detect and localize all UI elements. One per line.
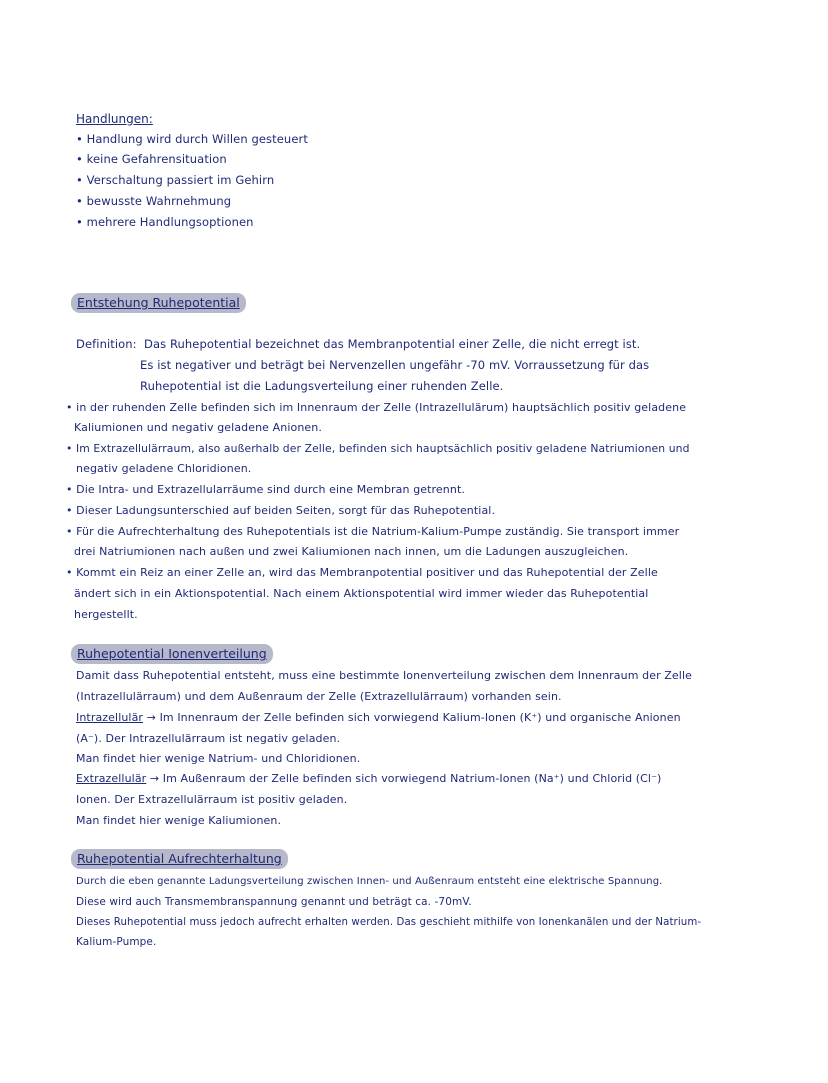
extrazellulaer-line: Man findet hier wenige Kaliumionen.	[76, 814, 282, 827]
ionenverteilung-intro: Damit dass Ruhepotential entsteht, muss eine bestimmte Ionenverteilung zwischen dem Innenraum der Zelle	[76, 669, 692, 682]
entstehung-bullet: • Dieser Ladungsunterschied auf beiden Seiten, sorgt für das Ruhepotential.	[66, 504, 496, 517]
extrazellulaer-line	[76, 771, 661, 786]
entstehung-bullet: hergestellt.	[74, 608, 138, 621]
intrazellulaer-line	[76, 710, 681, 725]
extrazellulaer-line: Ionen. Der Extrazellulärraum ist positiv geladen.	[76, 793, 348, 806]
intrazellulaer-label: Intrazellulär	[76, 711, 144, 724]
definition-line: Es ist negativer und beträgt bei Nervenzellen ungefähr -70 mV. Vorraussetzung für das	[140, 358, 650, 372]
handlungen-item: • Handlung wird durch Willen gesteuert	[76, 132, 308, 146]
definition-label: Definition:	[76, 337, 137, 351]
extrazellulaer-text: → Im Außenraum der Zelle befinden sich vorwiegend Natrium-Ionen (Na⁺) und Chlorid (Cl⁻)	[149, 772, 662, 785]
handlungen-item: • keine Gefahrensituation	[76, 152, 227, 166]
aufrechterhaltung-heading: Ruhepotential Aufrechterhaltung	[71, 849, 288, 869]
aufrechterhaltung-line: Diese wird auch Transmembranspannung genannt und beträgt ca. -70mV.	[76, 896, 472, 908]
entstehung-bullet: ändert sich in ein Aktionspotential. Nach einem Aktionspotential wird immer wieder das Ruhepotential	[74, 587, 649, 600]
handlungen-heading: Handlungen:	[76, 112, 153, 126]
handlungen-item: • mehrere Handlungsoptionen	[76, 215, 254, 229]
entstehung-bullet: Kaliumionen und negativ geladene Anionen.	[74, 421, 322, 434]
intrazellulaer-line: Man findet hier wenige Natrium- und Chloridionen.	[76, 752, 361, 765]
aufrechterhaltung-line: Dieses Ruhepotential muss jedoch aufrecht erhalten werden. Das geschieht mithilfe von Ionenkanälen und der Natrium-	[76, 917, 702, 928]
entstehung-bullet: • Im Extrazellulärraum, also außerhalb der Zelle, befinden sich hauptsächlich positiv geladene Natriumionen und	[66, 442, 690, 455]
handlungen-item: • bewusste Wahrnehmung	[76, 194, 232, 208]
entstehung-bullet: • in der ruhenden Zelle befinden sich im Innenraum der Zelle (Intrazellulärum) hauptsächlich positiv geladene	[66, 401, 687, 414]
entstehung-bullet: • Die Intra- und Extrazellularräume sind durch eine Membran getrennt.	[66, 483, 465, 496]
entstehung-heading: Entstehung Ruhepotential	[71, 293, 246, 313]
intrazellulaer-line: (A⁻). Der Intrazellulärraum ist negativ geladen.	[76, 732, 341, 745]
entstehung-bullet: drei Natriumionen nach außen und zwei Kaliumionen nach innen, um die Ladungen auszugleichen.	[74, 545, 629, 558]
aufrechterhaltung-line: Kalium-Pumpe.	[76, 936, 157, 948]
intrazellulaer-text: → Im Innenraum der Zelle befinden sich vorwiegend Kalium-Ionen (K⁺) und organische Anionen	[146, 711, 681, 724]
entstehung-bullet: • Für die Aufrechterhaltung des Ruhepotentials ist die Natrium-Kalium-Pumpe zuständig. Sie transport immer	[66, 525, 680, 538]
aufrechterhaltung-line: Durch die eben genannte Ladungsverteilung zwischen Innen- und Außenraum entsteht eine elektrische Spannung.	[76, 876, 663, 887]
definition-line: Das Ruhepotential bezeichnet das Membranpotential einer Zelle, die nicht erregt ist.	[144, 337, 641, 351]
entstehung-bullet: negativ geladene Chloridionen.	[76, 462, 252, 475]
ionenverteilung-intro: (Intrazellulärraum) und dem Außenraum der Zelle (Extrazellulärraum) vorhanden sein.	[76, 690, 562, 703]
handlungen-item: • Verschaltung passiert im Gehirn	[76, 173, 275, 187]
entstehung-bullet: • Kommt ein Reiz an einer Zelle an, wird das Membranpotential positiver und das Ruhepotential der Zelle	[66, 566, 658, 579]
definition-line: Ruhepotential ist die Ladungsverteilung einer ruhenden Zelle.	[140, 379, 504, 393]
ionenverteilung-heading: Ruhepotential Ionenverteilung	[71, 644, 273, 664]
extrazellulaer-label: Extrazellulär	[76, 772, 147, 785]
